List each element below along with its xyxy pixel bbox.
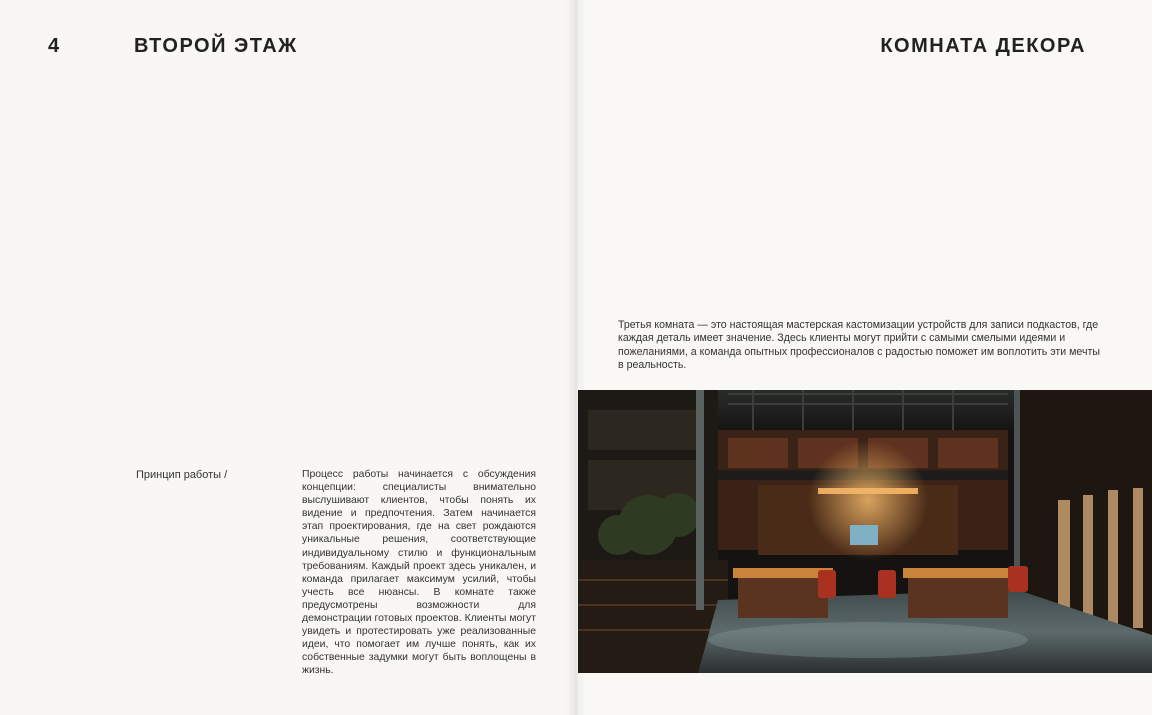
floor-title: ВТОРОЙ ЭТАЖ — [134, 35, 298, 57]
room-intro-text: Третья комната — это настоящая мастерская кастомизации устройств для записи подкастов, где каждая деталь имеет значение. Здесь клиенты могут прийти с самыми смелыми идеями и пожеланиями, а команда опытных профессионалов с радостью поможет им воплотить эти мечты в реальность. — [618, 319, 1100, 372]
room-title: КОМНАТА ДЕКОРА — [880, 35, 1086, 57]
book-gutter — [566, 0, 586, 715]
workshop-photo — [578, 390, 1152, 673]
process-description: Процесс работы начинается с обсуждения концепции: специалисты внимательно выслушивают клиентов, чтобы понять их видение и предпочтения. Затем начинается этап проектирования, где на свет рождаются уникальные решения, соответствующие индивидуальному стилю и функциональным требованиям. Каждый проект здесь уникален, и команда прилагает максимум усилий, чтобы учесть все нюансы. В комнате также предусмотрены возможности для демонстрации готовых проектов. Клиенты могут увидеть и протестировать уже реализованные идеи, что помогает им лучше понять, как их собственные задумки могут быть воплощены в жизнь. — [302, 469, 536, 677]
page-number: 4 — [48, 35, 61, 57]
principle-label: Принцип работы / — [136, 469, 228, 481]
